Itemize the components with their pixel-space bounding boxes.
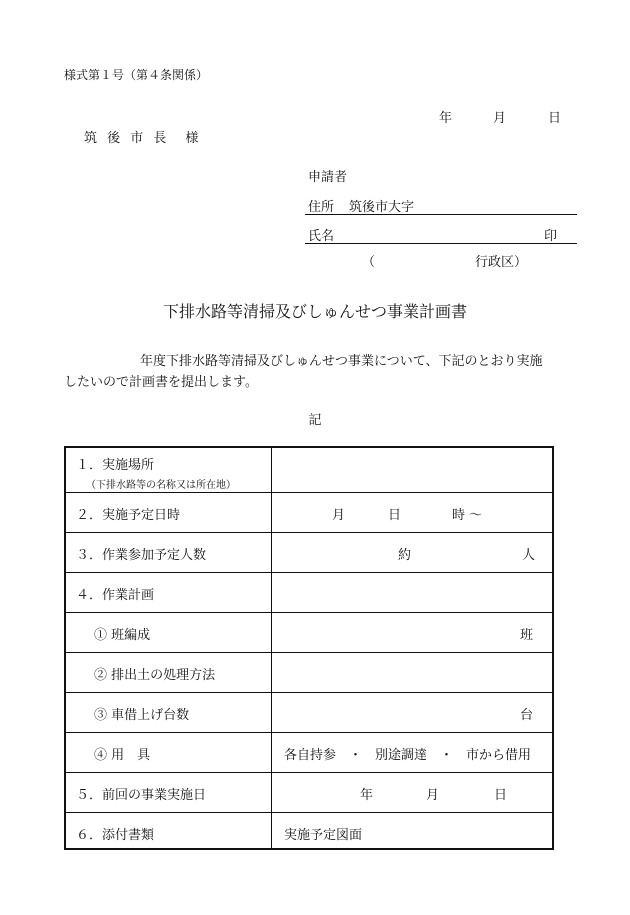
date-day-label: 日 — [548, 111, 562, 126]
participants-label: ３．作業参加予定人数 — [76, 548, 207, 563]
addressee: 筑 後 市 長 様 — [84, 131, 202, 146]
table-row-participants — [66, 532, 552, 572]
datetime-day: 日 — [388, 508, 402, 523]
address-value: 筑後市大字 — [349, 200, 415, 215]
document-title: 下排水路等清掃及びしゅんせつ事業計画書 — [162, 302, 467, 321]
table-row-datetime — [66, 492, 552, 532]
location-label: １．実施場所 — [76, 458, 155, 473]
address-label: 住所 — [308, 200, 335, 215]
applicant-label: 申請者 — [308, 170, 348, 185]
tools-options: 各自持参 ・ 別途調達 ・ 市から借用 — [284, 748, 532, 763]
name-label: 氏名 — [308, 229, 335, 244]
form-number: 様式第１号（第４条関係） — [64, 68, 209, 82]
table-row-soil-disposal — [66, 652, 552, 692]
table-row-location — [66, 448, 552, 492]
district-paren: （ — [362, 255, 376, 270]
datetime-time: 時 〜 — [452, 508, 483, 523]
location-note: （下排水路等の名称又は所在地） — [86, 480, 236, 491]
name-underline — [305, 243, 577, 244]
table-row-teams — [66, 612, 552, 652]
participants-unit: 人 — [522, 548, 536, 563]
datetime-month: 月 — [332, 508, 346, 523]
body-text-line1: 年度下排水路等清掃及びしゅんせつ事業について、下記のとおり実施 — [140, 354, 543, 369]
participants-approx: 約 — [398, 548, 412, 563]
soil-disposal-label: ② 排出土の処理方法 — [94, 668, 216, 683]
seal-mark: 印 — [544, 229, 558, 244]
last-date-label: ５．前回の事業実施日 — [76, 788, 207, 803]
attachments-value: 実施予定図面 — [284, 828, 363, 843]
plan-table — [64, 446, 554, 850]
table-row-attachments — [66, 812, 552, 849]
address-underline — [305, 214, 577, 215]
vehicles-label: ③ 車借上げ台数 — [94, 708, 190, 723]
table-row-work-plan — [66, 572, 552, 612]
date-year-label: 年 — [439, 111, 453, 126]
table-row-vehicles — [66, 692, 552, 732]
last-date-month: 月 — [426, 788, 440, 803]
tools-label: ④ 用 具 — [94, 748, 151, 763]
date-month-label: 月 — [493, 111, 507, 126]
last-date-year: 年 — [360, 788, 374, 803]
teams-unit: 班 — [520, 628, 534, 643]
attachments-label: ６．添付書類 — [76, 828, 155, 843]
ki-heading: 記 — [308, 413, 322, 428]
last-date-day: 日 — [494, 788, 508, 803]
body-text-line2: したいので計画書を提出します。 — [64, 375, 258, 390]
table-row-tools — [66, 732, 552, 772]
table-row-last-date — [66, 772, 552, 812]
teams-label: ① 班編成 — [94, 628, 151, 643]
vehicles-unit: 台 — [520, 708, 534, 723]
district-label: 行政区） — [475, 255, 528, 270]
datetime-label: ２．実施予定日時 — [76, 508, 181, 523]
work-plan-label: ４．作業計画 — [76, 588, 155, 603]
